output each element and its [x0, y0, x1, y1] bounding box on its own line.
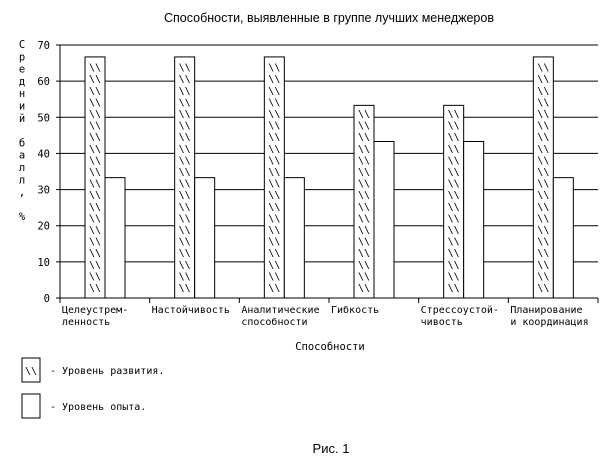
bar-hatch: \\ — [357, 225, 371, 236]
bar-hatch: \\ — [178, 178, 191, 190]
bar-hatch: \\ — [357, 201, 371, 213]
bar-experience — [553, 178, 573, 298]
bar-hatch: \\ — [357, 143, 371, 155]
bar-hatch: \\ — [178, 201, 191, 213]
bar-hatch: \\ — [268, 132, 281, 144]
bar-hatch: \\ — [88, 62, 102, 74]
bar-hatch: \\ — [357, 271, 371, 283]
bar-hatch: \\ — [537, 271, 550, 283]
bar-hatch: \\ — [537, 248, 550, 260]
y-label-char: С — [18, 39, 26, 51]
x-tick-labels — [62, 304, 589, 328]
bar-hatch: \\ — [178, 155, 191, 167]
bar-hatch: \\ — [88, 178, 102, 190]
x-tick-label: Аналитические — [241, 305, 320, 316]
bar-hatch: \\ — [268, 167, 281, 178]
y-label-char: н — [18, 88, 26, 101]
bar-hatch: \\ — [178, 248, 191, 260]
x-tick-label: Стрессоустой- — [420, 305, 499, 316]
x-axis-label: Способности — [295, 341, 365, 353]
bar-hatch: \\ — [537, 120, 550, 132]
y-tick-label: 50 — [37, 112, 50, 125]
bar-hatch: \\ — [268, 120, 281, 132]
bar-hatch: \\ — [537, 213, 550, 225]
bar-hatch: \\ — [268, 213, 281, 225]
bar-hatch: \\ — [268, 271, 281, 283]
bar-hatch: \\ — [537, 178, 550, 190]
bar-hatch: \\ — [178, 271, 191, 283]
y-tick-label: 20 — [37, 220, 50, 233]
bar-hatch: \\ — [88, 167, 102, 178]
bar-hatch: \\ — [357, 120, 371, 132]
bar-hatch: \\ — [268, 155, 281, 167]
bar-hatch: \\ — [447, 283, 460, 294]
bar-hatch: \\ — [537, 259, 550, 271]
bar-hatch: \\ — [447, 120, 460, 132]
bar-hatch: \\ — [178, 109, 191, 120]
bar-hatch: \\ — [88, 143, 102, 155]
bar-hatch: \\ — [537, 201, 550, 213]
bar-hatch: \\ — [447, 225, 460, 236]
bar-hatch: \\ — [357, 190, 371, 202]
bar-hatch: \\ — [88, 259, 102, 271]
y-label-char: % — [18, 211, 26, 224]
bar-hatch: \\ — [447, 109, 460, 120]
y-axis-label — [19, 39, 26, 223]
figure-caption: Рис. 1 — [312, 441, 350, 456]
gridlines — [60, 45, 598, 262]
bar-hatch: \\ — [268, 283, 281, 294]
bar-hatch: \\ — [178, 62, 191, 74]
bar-hatch: \\ — [268, 190, 281, 202]
bar-hatch: \\ — [88, 85, 102, 97]
bar-hatch: \\ — [178, 143, 191, 155]
y-tick-label: 0 — [43, 293, 50, 305]
bar-hatch: \\ — [447, 213, 460, 225]
bar-hatch: \\ — [268, 225, 281, 236]
bar-hatch: \\ — [537, 167, 550, 178]
bar-hatch: \\ — [88, 109, 102, 120]
bar-hatch: \\ — [178, 120, 191, 132]
y-label-char: р — [18, 51, 26, 64]
bar-hatch: \\ — [447, 178, 460, 190]
y-label-char: , — [18, 186, 26, 199]
y-tick-labels — [37, 40, 50, 305]
bar-hatch: \\ — [88, 225, 102, 236]
bar-experience — [195, 178, 215, 298]
legend-label: - Уровень опыта. — [50, 402, 147, 413]
axes — [56, 45, 598, 303]
chart-title: Способности, выявленные в группе лучших менеджеров — [164, 11, 494, 25]
bar-hatch: \\ — [537, 143, 550, 155]
bar-hatch: \\ — [357, 236, 371, 248]
bar-hatch: \\ — [88, 236, 102, 248]
legend-hatch: \\ — [24, 366, 38, 377]
x-tick-label: Настойчивость — [151, 305, 230, 316]
bar-hatch: \\ — [268, 85, 281, 97]
bar-hatch: \\ — [88, 271, 102, 283]
y-label-char: б — [18, 137, 26, 150]
bar-hatch: \\ — [268, 62, 281, 74]
bar-hatch: \\ — [537, 74, 550, 86]
bar-hatch: \\ — [88, 248, 102, 260]
x-tick-label: чивость — [420, 317, 463, 328]
bar-experience — [374, 142, 394, 298]
y-label-char: д — [18, 75, 26, 88]
bar-hatch: \\ — [447, 132, 460, 144]
y-tick-label: 70 — [37, 40, 50, 52]
y-label-char: а — [18, 149, 26, 162]
legend — [22, 358, 164, 418]
bar-hatch: \\ — [268, 236, 281, 248]
bar-hatch: \\ — [268, 201, 281, 213]
y-label-char: е — [18, 63, 26, 76]
bar-hatch: \\ — [537, 190, 550, 202]
x-tick-label: Гибкость — [331, 305, 380, 316]
bar-hatch: \\ — [447, 236, 460, 248]
bar-experience — [284, 178, 304, 298]
y-tick-label: 30 — [37, 184, 50, 197]
bar-hatch: \\ — [268, 143, 281, 155]
bar-hatch: \\ — [447, 201, 460, 213]
bar-hatch: \\ — [357, 178, 371, 190]
bar-hatch: \\ — [178, 283, 191, 294]
bar-hatch: \\ — [88, 97, 102, 109]
bar-hatch: \\ — [268, 97, 281, 109]
bar-hatch: \\ — [447, 259, 460, 271]
bar-hatch: \\ — [178, 132, 191, 144]
bar-hatch: \\ — [88, 190, 102, 202]
y-tick-label: 10 — [37, 256, 50, 269]
bar-hatch: \\ — [178, 190, 191, 202]
x-tick-label: способности — [241, 317, 308, 328]
bar-hatch: \\ — [268, 178, 281, 190]
y-label-char: и — [18, 100, 26, 113]
bar-hatch: \\ — [88, 201, 102, 213]
bar-hatch: \\ — [447, 190, 460, 202]
bar-hatch: \\ — [268, 74, 281, 86]
bar-hatch: \\ — [537, 283, 550, 294]
bar-hatch: \\ — [268, 248, 281, 260]
bar-hatch: \\ — [537, 62, 550, 74]
bar-hatch: \\ — [178, 213, 191, 225]
bar-hatch: \\ — [447, 155, 460, 167]
bar-hatch: \\ — [537, 97, 550, 109]
x-tick-label: Целеустрем- — [62, 305, 129, 316]
bar-hatch: \\ — [178, 85, 191, 97]
bar-hatch: \\ — [268, 259, 281, 271]
bar-hatch: \\ — [447, 167, 460, 178]
bar-hatch: \\ — [88, 213, 102, 225]
bar-hatch: \\ — [357, 167, 371, 178]
bar-hatch: \\ — [537, 132, 550, 144]
x-tick-label: ленность — [62, 317, 111, 328]
bar-hatch: \\ — [357, 259, 371, 271]
bar-hatch: \\ — [88, 155, 102, 167]
y-tick-label: 40 — [37, 148, 50, 161]
bar-hatch: \\ — [357, 248, 371, 260]
bar-hatch: \\ — [178, 97, 191, 109]
bar-hatch: \\ — [537, 85, 550, 97]
y-label-char: л — [18, 174, 26, 187]
bar-hatch: \\ — [268, 109, 281, 120]
x-tick-label: и координация — [510, 317, 589, 328]
y-label-char: л — [18, 162, 26, 174]
x-tick-label: Планирование — [510, 305, 583, 316]
bar-hatch: \\ — [537, 225, 550, 236]
y-label-char: й — [18, 112, 26, 125]
bar-experience — [105, 178, 125, 298]
bar-hatch: \\ — [357, 283, 371, 294]
bar-hatch: \\ — [178, 236, 191, 248]
bar-hatch: \\ — [357, 132, 371, 144]
bar-hatch: \\ — [178, 167, 191, 178]
bar-hatch: \\ — [178, 259, 191, 271]
bar-hatch: \\ — [537, 155, 550, 167]
legend-label: - Уровень развития. — [50, 366, 165, 377]
bar-hatch: \\ — [88, 120, 102, 132]
bar-hatch: \\ — [88, 132, 102, 144]
bar-hatch: \\ — [447, 143, 460, 155]
bar-hatch: \\ — [357, 213, 371, 225]
bar-hatch: \\ — [537, 109, 550, 120]
bar-hatch: \\ — [357, 155, 371, 167]
bar-hatch: \\ — [357, 109, 371, 120]
y-tick-label: 60 — [37, 76, 50, 89]
bar-hatch: \\ — [88, 74, 102, 86]
bar-experience — [464, 142, 484, 298]
bar-hatch: \\ — [88, 283, 102, 294]
legend-swatch-experience — [22, 394, 40, 418]
bar-hatch: \\ — [447, 248, 460, 260]
bar-hatch: \\ — [178, 225, 191, 236]
bar-hatch: \\ — [537, 236, 550, 248]
bar-hatch: \\ — [178, 74, 191, 86]
bar-hatch: \\ — [447, 271, 460, 283]
